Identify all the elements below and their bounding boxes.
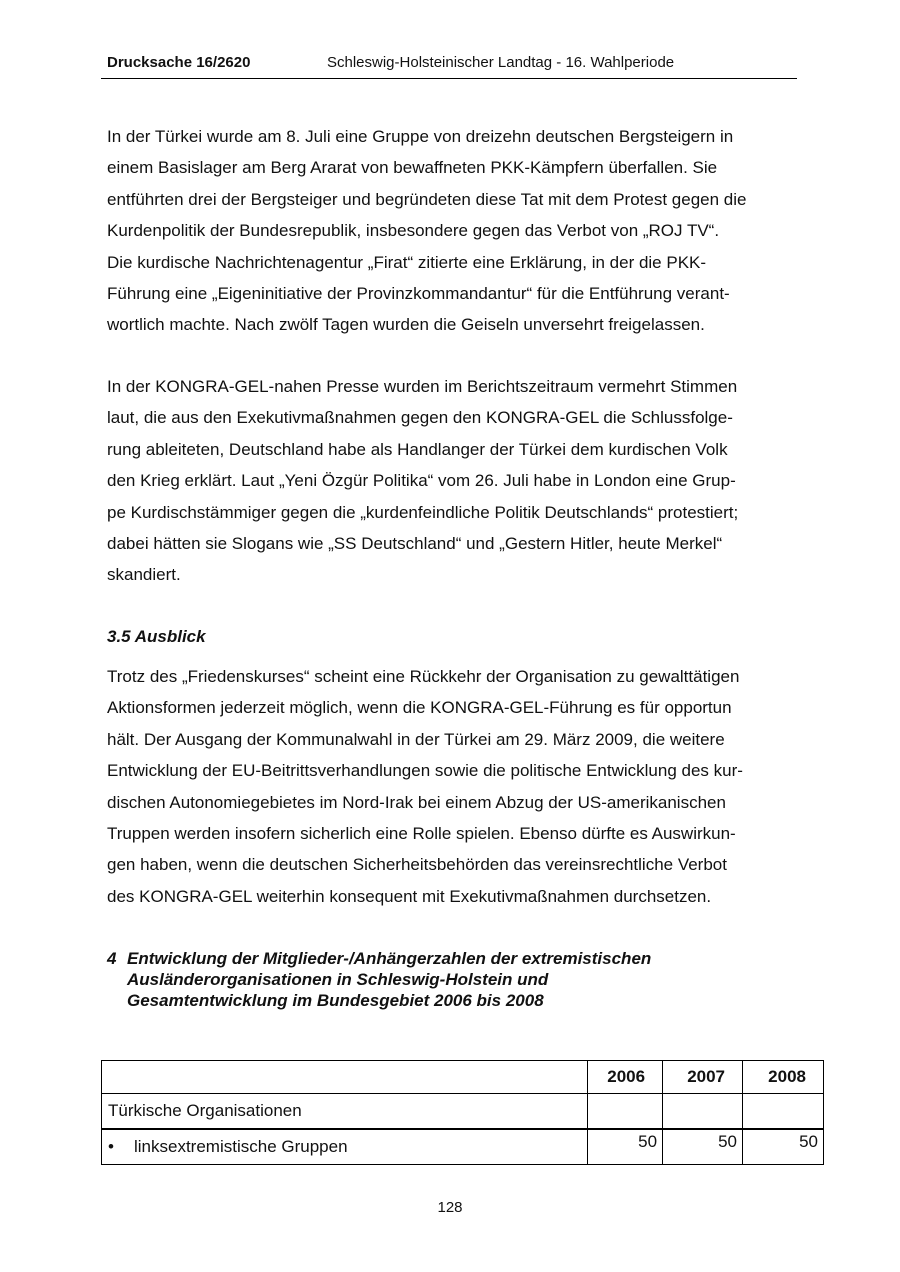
paragraph-line: Entwicklung der EU-Beitrittsverhandlungen sowie die politische Entwicklung des kur-	[107, 761, 743, 781]
table-header-cell: 2007	[663, 1061, 743, 1094]
paragraph-line: gen haben, wenn die deutschen Sicherheitsbehörden das vereinsrechtliche Verbot	[107, 855, 727, 875]
section-title-line: Ausländerorganisationen in Schleswig-Holstein und	[127, 970, 549, 989]
bullet-icon: •	[108, 1137, 114, 1156]
table-cell	[743, 1094, 824, 1130]
paragraph-line: Aktionsformen jederzeit möglich, wenn die KONGRA-GEL-Führung es für opportun	[107, 698, 732, 718]
row-label: linksextremistische Gruppen	[134, 1137, 348, 1156]
paragraph-3	[107, 661, 797, 912]
paragraph-line: Truppen werden insofern sicherlich eine Rolle spielen. Ebenso dürfte es Auswirkun-	[107, 824, 736, 844]
row-label: Türkische Organisationen	[102, 1094, 588, 1130]
paragraph-line: dischen Autonomiegebietes im Nord-Irak bei einem Abzug der US-amerikanischen	[107, 792, 726, 812]
paragraph-line: des KONGRA-GEL weiterhin konsequent mit Exekutivmaßnahmen durchsetzen.	[107, 886, 712, 906]
table-header-row	[102, 1061, 824, 1094]
paragraph-line: wortlich machte. Nach zwölf Tagen wurden die Geiseln unversehrt freigelassen.	[107, 315, 705, 335]
table-cell	[588, 1094, 663, 1130]
paragraph-line: dabei hätten sie Slogans wie „SS Deutschland“ und „Gestern Hitler, heute Merkel“	[107, 534, 723, 554]
page-number: 128	[437, 1199, 463, 1216]
section-heading-3-5: 3.5 Ausblick	[107, 627, 206, 646]
table-cell: 50	[663, 1129, 743, 1165]
section-title-line: Entwicklung der Mitglieder-/Anhängerzahlen der extremistischen	[127, 949, 652, 968]
table-header-cell: 2006	[588, 1061, 663, 1094]
paragraph-1	[107, 121, 797, 341]
paragraph-line: Die kurdische Nachrichtenagentur „Firat“ zitierte eine Erklärung, in der die PKK-	[107, 252, 707, 272]
paragraph-line: In der KONGRA-GEL-nahen Presse wurden im Berichtszeitraum vermehrt Stimmen	[107, 377, 738, 396]
document-number: Drucksache 16/2620	[107, 54, 251, 71]
table-row	[102, 1129, 824, 1165]
page-header	[101, 52, 797, 79]
paragraph-line: den Krieg erklärt. Laut „Yeni Özgür Politika“ vom 26. Juli habe in London eine Grup-	[107, 471, 736, 491]
paragraph-line: Trotz des „Friedenskurses“ scheint eine Rückkehr der Organisation zu gewalttätigen	[107, 667, 740, 686]
paragraph-line: entführten drei der Bergsteiger und begründeten diese Tat mit dem Protest gegen die	[107, 189, 747, 209]
paragraph-line: hält. Der Ausgang der Kommunalwahl in der Türkei am 29. März 2009, die weitere	[107, 729, 725, 749]
section-number: 4	[107, 949, 117, 968]
row-label-cell	[102, 1129, 588, 1165]
paragraph-line: Kurdenpolitik der Bundesrepublik, insbesondere gegen das Verbot von „ROJ TV“.	[107, 221, 720, 241]
table-header-cell: 2008	[743, 1061, 824, 1094]
paragraph-line: rung ableiteten, Deutschland habe als Handlanger der Türkei dem kurdischen Volk	[107, 439, 728, 459]
section-title-line: Gesamtentwicklung im Bundesgebiet 2006 bis 2008	[127, 991, 544, 1010]
paragraph-2	[107, 371, 797, 591]
table-cell	[663, 1094, 743, 1130]
paragraph-line: laut, die aus den Exekutivmaßnahmen gegen den KONGRA-GEL die Schlussfolge-	[107, 408, 733, 428]
members-table	[101, 1060, 824, 1165]
table-row	[102, 1094, 824, 1130]
paragraph-line: In der Türkei wurde am 8. Juli eine Gruppe von dreizehn deutschen Bergsteigern in	[107, 127, 734, 146]
paragraph-line: skandiert.	[107, 565, 181, 585]
paragraph-line: einem Basislager am Berg Ararat von bewaffneten PKK-Kämpfern überfallen. Sie	[107, 158, 718, 178]
table-cell: 50	[588, 1129, 663, 1165]
parliament-title: Schleswig-Holsteinischer Landtag - 16. Wahlperiode	[327, 54, 675, 71]
paragraph-line: Führung eine „Eigeninitiative der Provinzkommandantur“ für die Entführung verant-	[107, 284, 730, 304]
table-header-cell	[102, 1061, 588, 1094]
paragraph-line: pe Kurdischstämmiger gegen die „kurdenfeindliche Politik Deutschlands“ protestiert;	[107, 502, 739, 522]
table-cell: 50	[743, 1129, 824, 1165]
